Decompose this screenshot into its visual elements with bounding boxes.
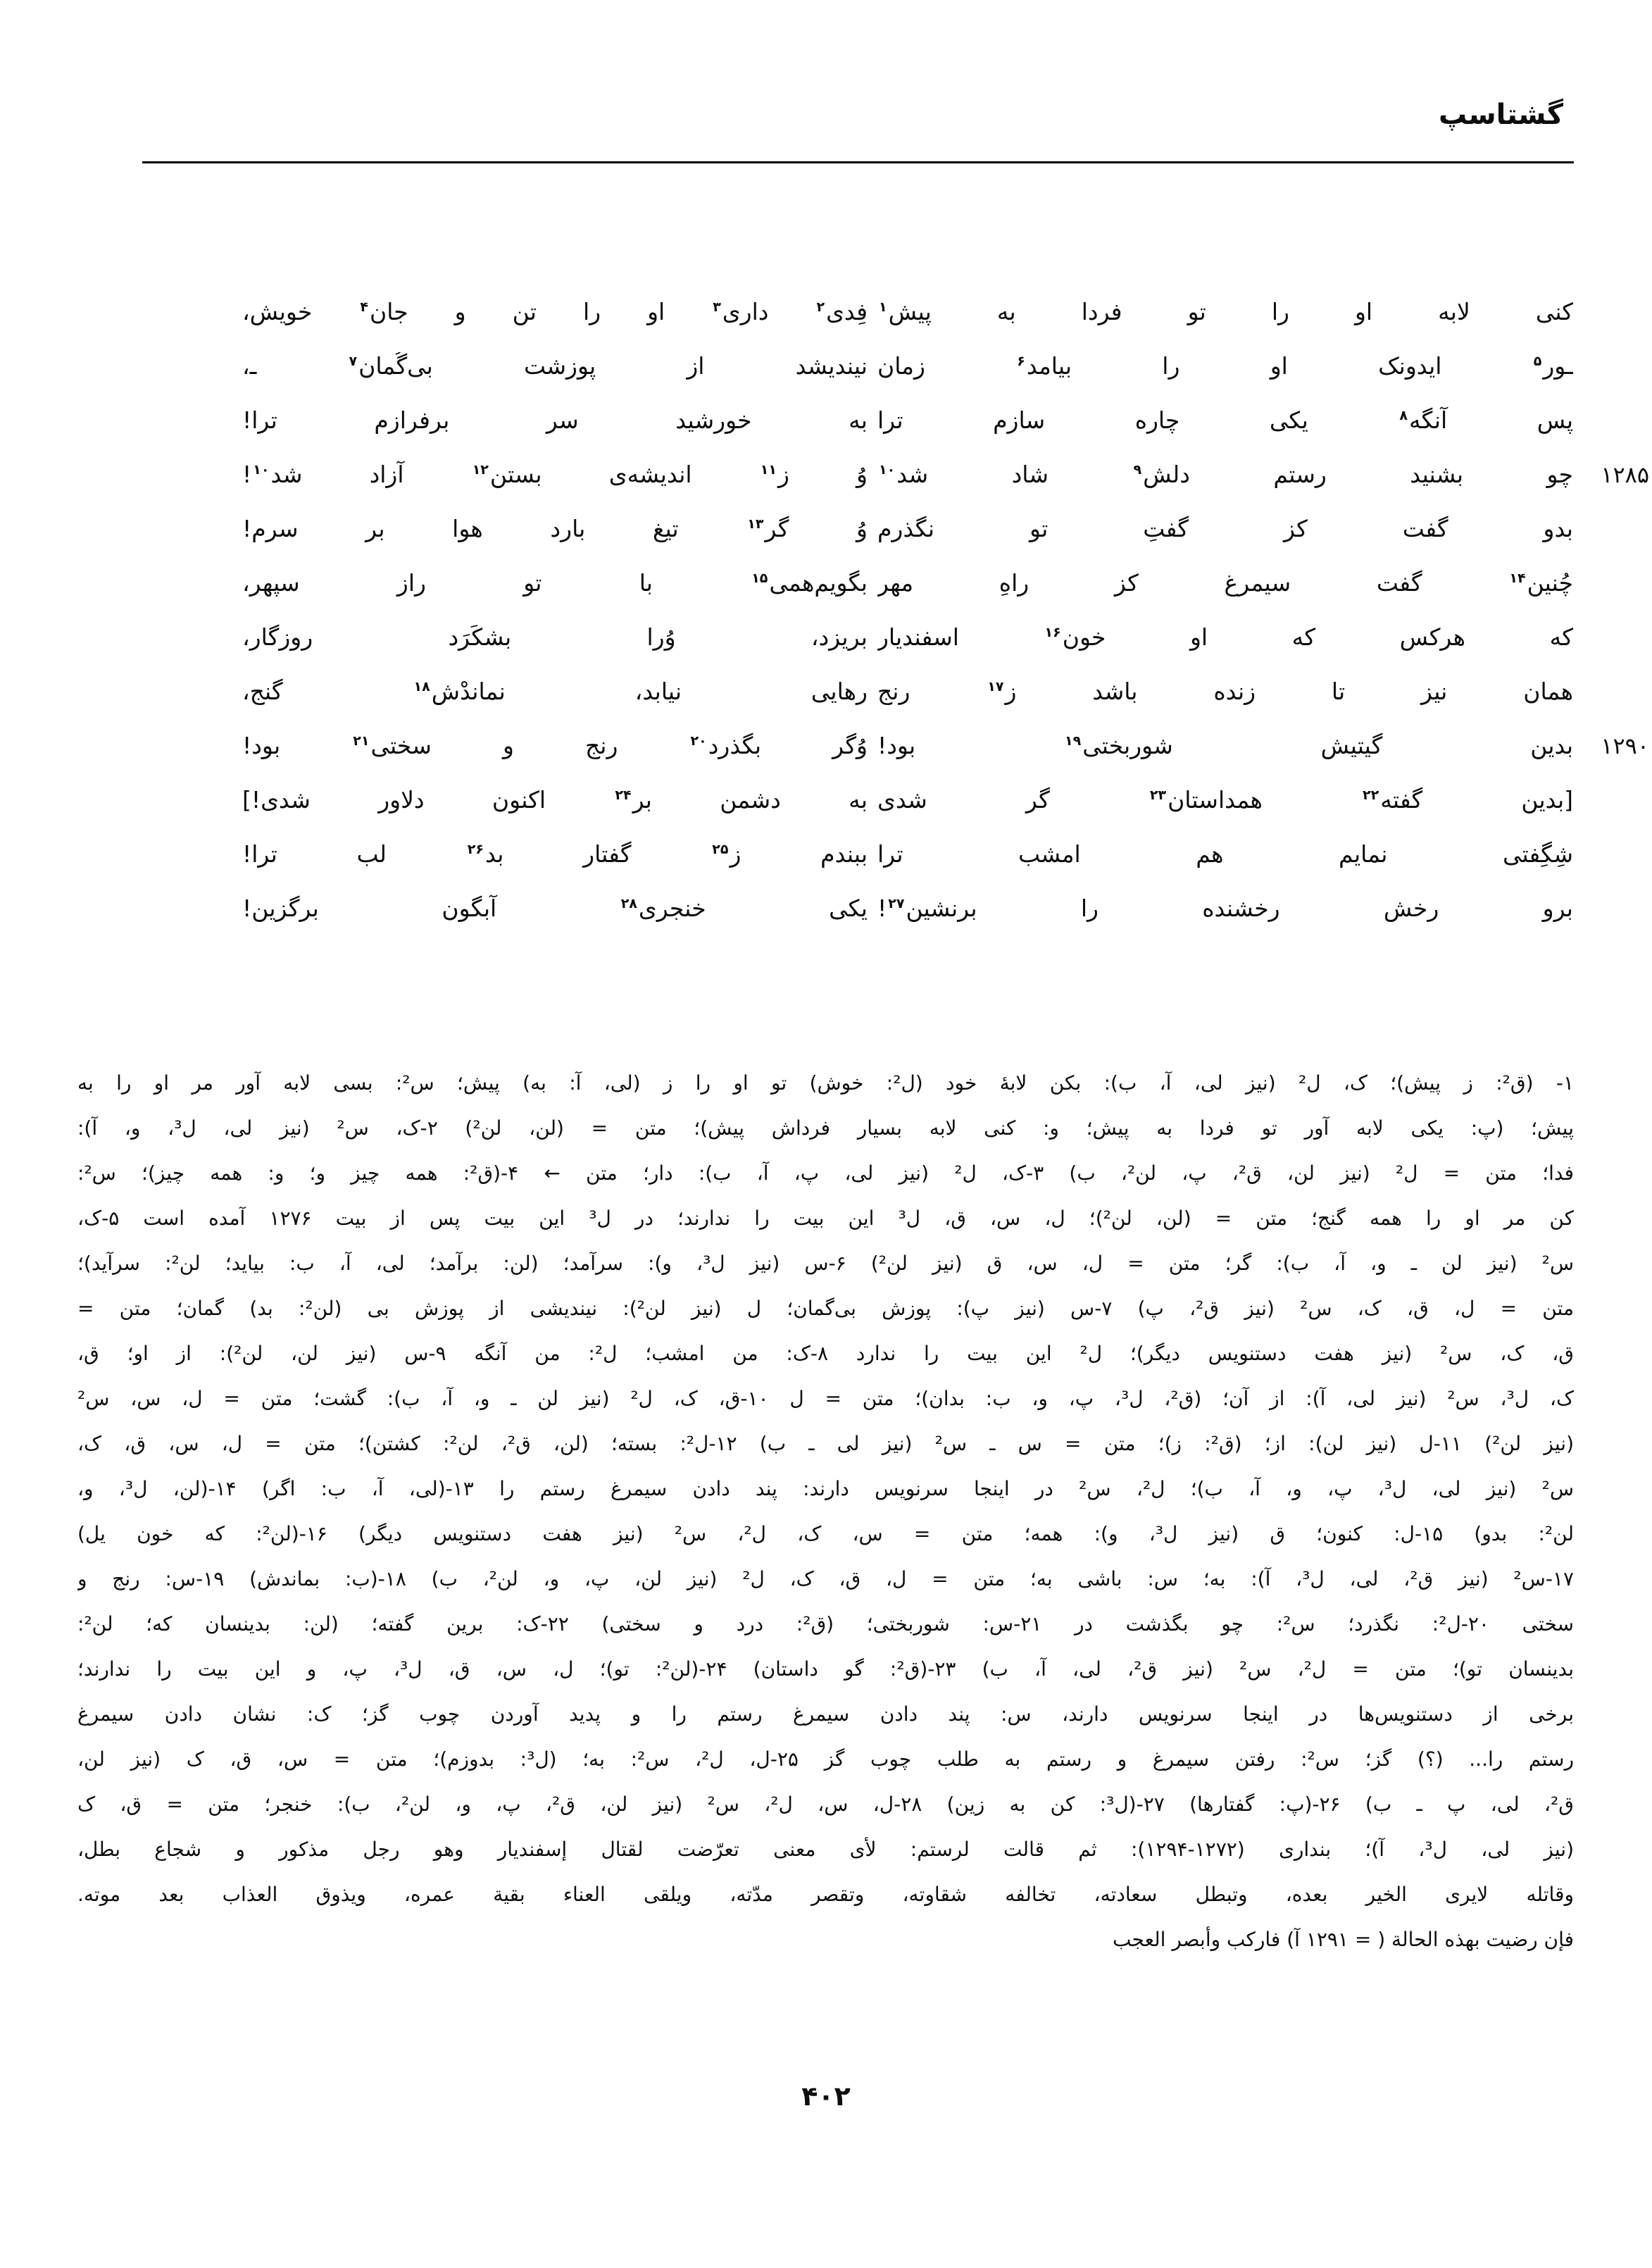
footnote-line: ۱- (ق²: ز پیش)؛ ک، ل² (نیز لی، آ، ب): بکن لابهٔ خود (ل²: خوش) تو او را ز (لی، آ: به) پیش؛ س²: بسی لابه آور مر او را به [77,1071,1574,1095]
poem-section [232,285,1649,935]
poem-row [232,339,1649,393]
poem-row [232,501,1649,556]
footnote-ref: ۱۹ [1065,733,1082,749]
poem-row [232,447,1649,501]
footnote-ref: ۲۳ [1149,787,1167,803]
poem-row [232,610,1649,664]
footnote-ref: ۳ [713,299,721,315]
footnote-line: فدا؛ متن = ل² (نیز لن، ق²، پ، لن²، ب) ۳-ک، ل² (نیز لی، پ، آ، ب): دار؛ متن ← ۴-(ق²: همه چیز و؛ و: همه چیز)؛ س²: [77,1161,1574,1185]
footnote-line: پیش؛ (پ: یکی لابه آور تو فردا به پیش؛ و: کنی لابه بسیار فرداش پیش)؛ متن = (لن، لن²) ۲-ک، س² (نیز لی، ل³، و، آ): [77,1116,1574,1140]
poem-row [232,664,1649,718]
footnote-line: سختی ۲۰-ل²: نگذرد؛ س²: چو بگذشت در ۲۱-س: شوربختی؛ (ق²: درد و سختی) ۲۲-ک: برین گفته؛ (لن: بدینسان که؛ لن²: [77,1612,1574,1635]
page-number: ۴۰۲ [801,2081,851,2112]
footnote-ref: ۷ [349,353,358,369]
footnote-ref: ۱۷ [987,678,1004,694]
footnote-ref: ۲۸ [620,895,637,911]
footnote-ref: ۶ [1017,353,1025,369]
footnote-ref: ۱۱ [760,461,777,478]
hemistich-left: بریزد، وُرا بشکَرَد روزگار، [242,623,868,651]
footnote-ref: ۱۲ [472,461,489,478]
hemistich-left: وُ ز$^{۱۱}$ اندیشه‌ی بستن$^{۱۲}$ آزاد شد$^{۱۰}$! [242,460,868,488]
footnote-line: ک، ل³، س² (نیز لی، آ): از آن؛ (ق²، ل³، پ، و، ب: بدان)؛ متن = ل ۱۰-ق، ک، ل² (نیز لن ـ و، آ، ب): گشت؛ متن = ل، س، س² [77,1387,1574,1410]
poem-row [232,827,1649,881]
hemistich-left: یکی خنجری$^{۲۸}$ آبگون برگزین! [242,894,868,922]
footnote-line: ق²، لی، پ ـ ب) ۲۶-(پ: گفتارها) ۲۷-(ل³: کن به زین) ۲۸-ل، س، ل²، س² (نیز لن، ق²، پ، و، لن²، ب): خنجر؛ متن = ق، ک [77,1793,1574,1816]
footnote-ref: ۲ [816,299,825,315]
poem-row [232,718,1649,773]
footnote-line: متن = ل، ق، ک، س² (نیز ق²، پ) ۷-س (نیز پ): پوزش بی‌گمان؛ ل (نیز لن²): نیندیشی از پوزش بی (لن²: بد) گمان؛ متن = [77,1297,1574,1320]
hemistich-right: [بدین گفته$^{۲۲}$ همداستان$^{۲۳}$ گر شدی [877,785,1573,814]
footnote-ref: ۲۴ [615,787,632,803]
header-rule [142,161,1574,163]
footnote-line: وقاتله لایری الخیر بعده، وتبطل سعادته، تخالفه شقاوته، وتقصر مدّته، ویلقی العناء بقیة عمره، ویذوق العذاب بعد موته. [77,1883,1574,1906]
footnote-ref: ۴ [360,299,368,315]
footnote-ref: ۲۶ [467,841,484,857]
footnote-ref: ۱۳ [747,516,764,532]
hemistich-right: چُنین$^{۱۴}$ گفت سیمرغ کز راهِ مهر [877,568,1573,597]
footnotes-section [77,1061,1574,1962]
footnote-ref: ۱۸ [413,678,430,694]
hemistich-right: پس آنگه$^۸$ یکی چاره سازم ترا [877,406,1573,434]
footnote-ref: ۲۵ [712,841,729,857]
footnote-line: ۱۷-س² (نیز ق²، لی، ل³، آ): به؛ س: باشی به؛ متن = ل، ق، ک، ل² (نیز لن، پ، و، لن²، ب) ۱۸-(ب: بماندش) ۱۹-س: رنج و [77,1567,1574,1590]
footnote-ref: ۱۴ [1509,570,1526,586]
hemistich-right: چو بشنید رستم دلش$^۹$ شاد شد$^{۱۰}$ [879,460,1573,488]
hemistich-right: همان نیز تا زنده باشد زِ$^{۱۷}$ رنج [877,677,1573,705]
hemistich-right: برو رخشِ رخشنده را برنشین$^{۲۷}$! [877,894,1573,922]
footnote-ref: ۱۰ [253,461,270,478]
hemistich-left: وُ گر$^{۱۳}$ تیغ بارد هوا بر سرم! [242,514,868,542]
footnote-ref: ۲۷ [888,895,905,911]
footnotes-block [77,1061,1574,1962]
footnote-ref: ۱۵ [751,570,768,586]
footnote-line: ق، ک، س² (نیز هفت دستنویس دیگر)؛ ل² این بیت را ندارد ۸-ک: من امشب؛ ل²: من آنگه ۹-س (نیز لن، لن²): از او؛ ق، [77,1342,1574,1365]
footnote-ref: ۱۶ [1044,624,1061,640]
poem-rows [232,285,1649,935]
footnote-line: رستم را... (؟) گز؛ س²: رفتن سیمرغ و رستم به طلب چوب گز ۲۵-ل، ل²، س²: به؛ (ل³: بدوزم)؛ متن = س، ق، ک (نیز لن، [77,1747,1574,1771]
hemistich-left: نیندیشد از پوزشت بی‌گُمان$^۷$ ـ، [242,351,868,380]
hemistich-left: به خورشید سر برفرازم ترا! [242,406,868,434]
footnote-ref: ۹ [1133,461,1142,478]
poem-row [232,556,1649,610]
verse-number: ۱۲۸۵ [1601,461,1649,488]
footnote-ref: ۲۱ [353,733,370,749]
footnote-line: کن مر او را همه گنج؛ متن = (لن، لن²)؛ ل، س، ق، ل³ این بیت را ندارند؛ در ل³ این بیت پس از بیت ۱۲۷۶ آمده است ۵-ک، [77,1207,1574,1230]
hemistich-right: بدو گفت کز گفتِ تو نگذرم [877,514,1573,542]
footnote-ref: ۲۰ [690,733,707,749]
footnote-ref: ۱۰ [879,461,896,478]
footnote-line: س² (نیز لی، ل³، پ، و، آ، ب)؛ ل²، س² در اینجا سرنویس دارند: پند دادن سیمرغ رستم را ۱۳-(لی، آ، ب: اگر) ۱۴-(لن، ل³، و، [77,1477,1574,1500]
hemistich-right: کنی لابه او را تو فردا به پیش$^۱$ [879,297,1573,325]
footnote-line: (نیز لی، ل³، آ)؛ بنداری (۱۲۷۲-۱۲۹۴): ثم قالت لرستم: لأی معنی تعرّضت لقتال إسفندیار وهو رجل مذکور و شجاع بطل، [77,1838,1574,1861]
poem-row [232,285,1649,339]
verse-number: ۱۲۹۰ [1601,732,1649,759]
footnote-ref: ۱ [879,299,887,315]
hemistich-left: وُگر بگذرد$^{۲۰}$ رنج و سختی$^{۲۱}$ بود! [242,731,868,759]
poem-row [232,393,1649,447]
hemistich-right: بدین گیتیش شوربختی$^{۱۹}$ بود! [877,731,1573,759]
footnote-line: س² (نیز لن ـ و، آ، ب): گر؛ متن = ل، س، ق (نیز لن²) ۶-س (نیز ل³، و): سرآمد؛ (لن: برآمد؛ لی، آ، ب: بیاید؛ لن²: سرآید)؛ [77,1252,1574,1275]
hemistich-left: به دشمن بر$^{۲۴}$ اکنون دلاور شدی!] [242,785,868,814]
poem-row [232,773,1649,827]
hemistich-left: بگویم‌همی$^{۱۵}$ با تو رازِ سپهر، [242,568,868,597]
footnote-line: فإن رضیت بهذه الحالة ( = ۱۲۹۱ آ) فارکب وأبصر العجب [1113,1928,1574,1951]
hemistich-right: شِگِفتی نمایم هم امشب ترا [877,840,1573,868]
hemistich-right: ـور$^۵$ ایدونک او را بیامد$^۶$ زمان [877,351,1573,380]
footnote-ref: ۵ [1533,353,1542,369]
hemistich-left: ببندم زِ$^{۲۵}$ گفتار بد$^{۲۶}$ لب ترا! [242,840,868,868]
footnote-ref: ۲۲ [1363,787,1379,803]
hemistich-right: که هرکس که او خونِ$^{۱۶}$ اسفندیار [877,623,1573,651]
footnote-line: بدینسان تو)؛ متن = ل²، س² (نیز ق²، لی، آ، ب) ۲۳-(ق²: گو داستان) ۲۴-(لن²: تو)؛ ل، س، ق، ل³، پ، و این بیت را ندارند؛ [77,1657,1574,1681]
footnote-ref: ۸ [1399,407,1408,423]
hemistich-left: فِدی$^۲$ داری$^۳$ او را تن و جانِ$^۴$ خویش، [242,297,868,325]
footnote-line: برخی از دستنویس‌ها در اینجا سرنویس دارند، س: پند دادن سیمرغ رستم را و پدید آوردن چوب گز؛ ک: نشان دادن سیمرغ [77,1702,1574,1726]
page-header-title: گشتاسپ [1439,99,1563,131]
footnote-line: (نیز لن²) ۱۱-ل (نیز لن): از؛ (ق²: ز)؛ متن = س ـ س² (نیز لی ـ ب) ۱۲-ل²: بسته؛ (لن، ق²، لن²: کشتن)؛ متن = ل، س، ق، ک، [77,1432,1574,1455]
poem-row [232,881,1649,935]
footnote-line: لن²: بدو) ۱۵-ل: کنون؛ ق (نیز ل³، و): همه؛ متن = س، ک، ل²، س² (نیز هفت دستنویس دیگر) ۱۶-(لن²: که خون یل) [77,1522,1574,1545]
hemistich-left: رهایی نیابد، نماندْش$^{۱۸}$ گنج، [242,677,868,705]
